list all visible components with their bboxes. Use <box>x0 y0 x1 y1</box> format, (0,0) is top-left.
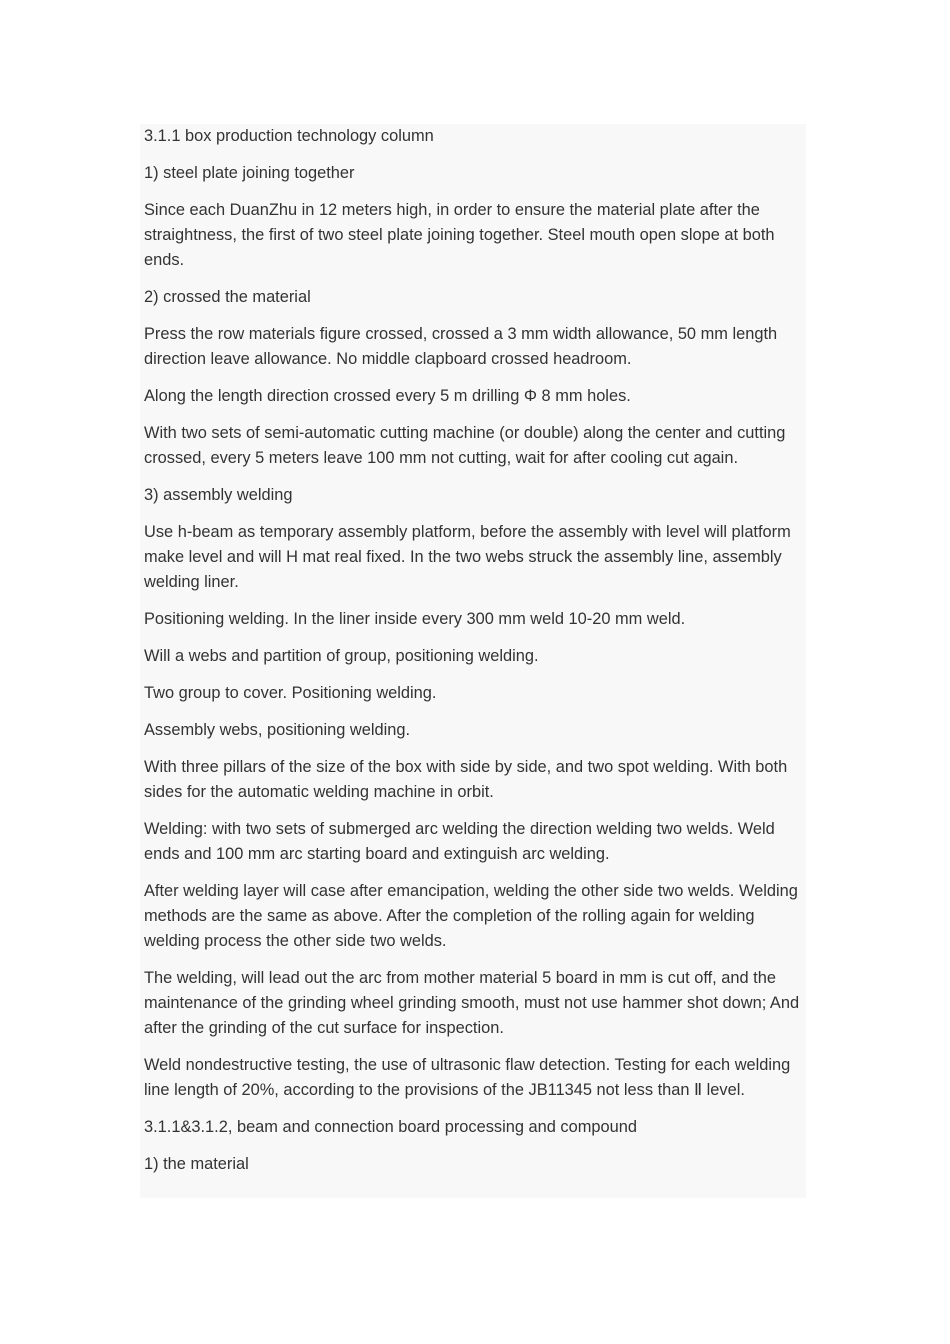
body-paragraph: Positioning welding. In the liner inside every 300 mm weld 10-20 mm weld. <box>144 610 686 628</box>
body-paragraph: Use h-beam as temporary assembly platform, before the assembly with level will platform make level and will H mat real fixed. In the two webs struck the assembly line, assembly welding liner. <box>144 523 791 591</box>
subsection-heading: 2) crossed the material <box>144 288 311 306</box>
body-paragraph: With two sets of semi-automatic cutting machine (or double) along the center and cutting crossed, every 5 meters leave 100 mm not cutting, wait for after cooling cut again. <box>144 424 786 467</box>
body-paragraph: After welding layer will case after emancipation, welding the other side two welds. Welding methods are the same as above. After the completion of the rolling again for welding welding process the other side two welds. <box>144 882 798 950</box>
body-paragraph: Weld nondestructive testing, the use of ultrasonic flaw detection. Testing for each welding line length of 20%, according to the provisions of the JB11345 not less than Ⅱ level. <box>144 1056 791 1099</box>
body-paragraph: Assembly webs, positioning welding. <box>144 721 411 739</box>
body-paragraph: Press the row materials figure crossed, crossed a 3 mm width allowance, 50 mm length direction leave allowance. No middle clapboard crossed headroom. <box>144 325 778 368</box>
document-body <box>140 124 806 1198</box>
body-paragraph: The welding, will lead out the arc from mother material 5 board in mm is cut off, and the maintenance of the grinding wheel grinding smooth, must not use hammer shot down; And after the grinding of the cut surface for inspection. <box>144 969 800 1037</box>
body-paragraph: Welding: with two sets of submerged arc welding the direction welding two welds. Weld ends and 100 mm arc starting board and extinguish arc welding. <box>144 820 775 863</box>
body-paragraph: Since each DuanZhu in 12 meters high, in order to ensure the material plate after the straightness, the first of two steel plate joining together. Steel mouth open slope at both ends. <box>144 201 775 269</box>
section-heading: 3.1.1&3.1.2, beam and connection board processing and compound <box>144 1118 637 1136</box>
body-paragraph: Along the length direction crossed every 5 m drilling Φ 8 mm holes. <box>144 387 631 405</box>
subsection-heading: 1) the material <box>144 1155 249 1173</box>
body-paragraph: Two group to cover. Positioning welding. <box>144 684 437 702</box>
section-heading: 3.1.1 box production technology column <box>144 127 434 145</box>
subsection-heading: 1) steel plate joining together <box>144 164 355 182</box>
body-paragraph: Will a webs and partition of group, positioning welding. <box>144 647 539 665</box>
subsection-heading: 3) assembly welding <box>144 486 293 504</box>
body-paragraph: With three pillars of the size of the box with side by side, and two spot welding. With both sides for the automatic welding machine in orbit. <box>144 758 788 801</box>
